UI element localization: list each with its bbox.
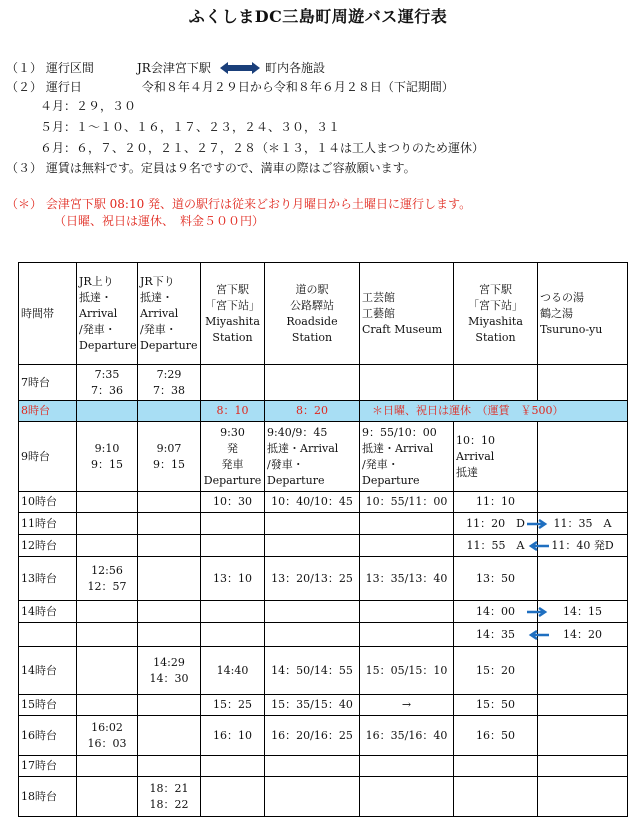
timetable (18, 262, 628, 817)
time-cell: 8時台 (19, 401, 77, 422)
craft-cell: 13：35/13：40 (360, 557, 454, 601)
april-dates: ４月：２９，３０ (40, 99, 137, 113)
roadside-cell: 15：35/15：40 (265, 695, 360, 716)
table-row (19, 695, 628, 716)
double-arrow-icon (220, 62, 260, 74)
arrow-right-icon (527, 607, 549, 617)
tsurunoyu-cell: 14：15 (538, 601, 628, 623)
time-cell: 12時台 (19, 535, 77, 557)
miyashita2-cell: 10：10 Arrival 抵達 (454, 422, 538, 492)
time-cell: 16時台 (19, 716, 77, 756)
arrow-right-icon (527, 519, 549, 529)
route-from: JR会津宮下駅 (137, 61, 211, 75)
craft-cell: 15：05/15：10 (360, 647, 454, 695)
time-cell: 10時台 (19, 492, 77, 513)
jr-down-cell: 18：21 18：22 (138, 777, 201, 817)
sunday-note: ＊日曜、祝日は運休 （運賃 ￥500） (360, 401, 628, 422)
table-row (19, 422, 628, 492)
miyashita2-cell: 11：20 D (454, 513, 538, 535)
route-label: （１） 運行区間 (6, 61, 94, 75)
table-row (19, 716, 628, 756)
special-note: （＊） 会津宮下駅 08:10 発、道の駅行は従来どおり月曜日から土曜日に運行します。 (6, 197, 472, 211)
route-to: 町内各施設 (265, 61, 326, 75)
miyashita2-cell: 15：20 (454, 647, 538, 695)
june-dates: ６月：６，７、２０，２１、２７，２８（＊１３，１４は工人まつりのため運休） (40, 141, 485, 155)
jr-down-cell: 7:29 7：38 (138, 365, 201, 401)
miyashita2-cell: 14：35 (454, 623, 538, 647)
time-cell: 15時台 (19, 695, 77, 716)
miyashita-cell: 15：25 (201, 695, 265, 716)
miyashita2-cell: 16：50 (454, 716, 538, 756)
table-header-row (19, 263, 628, 365)
miyashita-cell: 8：10 (201, 401, 265, 422)
table-row (19, 777, 628, 817)
roadside-cell: 14：50/14：55 (265, 647, 360, 695)
roadside-cell: 9:40/9：45 抵達・Arrival /發車・ Departure (265, 422, 360, 492)
jr-up-cell: 9:10 9：15 (77, 422, 138, 492)
miyashita-cell: 16：10 (201, 716, 265, 756)
miyashita-cell: 9:30 発 発車 Departure (201, 422, 265, 492)
craft-cell: 10：55/11：00 (360, 492, 454, 513)
table-row (19, 535, 628, 557)
time-cell: 18時台 (19, 777, 77, 817)
roadside-cell: 8：20 (265, 401, 360, 422)
tsurunoyu-cell: 11：35 A (538, 513, 628, 535)
header-miyashita-1: 宮下駅 「宮下站」 Miyashita Station (201, 263, 265, 365)
miyashita-cell: 14:40 (201, 647, 265, 695)
header-time: 時間帯 (19, 263, 77, 365)
miyashita2-cell: 14：00 (454, 601, 538, 623)
may-dates: ５月：１～１０、１６，１７、２３，２４、３０，３１ (40, 120, 341, 134)
time-cell: 14時台 (19, 647, 77, 695)
jr-down-cell: 14:29 14：30 (138, 647, 201, 695)
time-cell: 17時台 (19, 756, 77, 777)
craft-cell: 16：35/16：40 (360, 716, 454, 756)
craft-cell: → (360, 695, 454, 716)
fare-note: （３） 運賃は無料です。定員は９名ですので、満車の際はご容赦願います。 (6, 161, 416, 175)
miyashita2-cell: 11：10 (454, 492, 538, 513)
operation-dates: （２） 運行日 令和８年４月２９日から令和８年６月２８日（下記期間） (6, 80, 454, 94)
time-cell: 11時台 (19, 513, 77, 535)
time-cell: 13時台 (19, 557, 77, 601)
time-cell (19, 623, 77, 647)
miyashita-cell: 10：30 (201, 492, 265, 513)
table-row (19, 513, 628, 535)
miyashita2-cell: 13：50 (454, 557, 538, 601)
page-title: ふくしまDC三島町周遊バス運行表 (188, 7, 448, 26)
miyashita2-cell: 11：55 A (454, 535, 538, 557)
miyashita-cell: 13：10 (201, 557, 265, 601)
table-row (19, 492, 628, 513)
roadside-cell: 16：20/16：25 (265, 716, 360, 756)
jr-up-cell: 16:02 16：03 (77, 716, 138, 756)
miyashita2-cell: 15：50 (454, 695, 538, 716)
tsurunoyu-cell: 11：40 発D (538, 535, 628, 557)
table-row (19, 756, 628, 777)
time-cell: 7時台 (19, 365, 77, 401)
arrow-left-icon (527, 630, 549, 640)
header-miyashita-2: 宮下駅 「宮下站」 Miyashita Station (454, 263, 538, 365)
table-row (19, 601, 628, 623)
time-cell: 9時台 (19, 422, 77, 492)
table-row (19, 647, 628, 695)
jr-down-cell: 9:07 9：15 (138, 422, 201, 492)
header-jr-up: JR上り 抵達・ Arrival /発車・ Departure (77, 263, 138, 365)
craft-cell: 9：55/10：00 抵達・Arrival /発車・ Departure (360, 422, 454, 492)
special-note-fare: （日曜、祝日は運休、 料金５００円） (54, 214, 265, 228)
table-row (19, 623, 628, 647)
header-jr-down: JR下り 抵達・ Arrival /発車・ Departure (138, 263, 201, 365)
table-row (19, 365, 628, 401)
roadside-cell: 10：40/10：45 (265, 492, 360, 513)
jr-up-cell: 12:56 12：57 (77, 557, 138, 601)
jr-up-cell: 7:35 7：36 (77, 365, 138, 401)
table-row (19, 557, 628, 601)
header-roadside: 道の駅 公路驛站 Roadside Station (265, 263, 360, 365)
time-cell: 14時台 (19, 601, 77, 623)
table-row-highlight (19, 401, 628, 422)
arrow-left-icon (527, 541, 549, 551)
tsurunoyu-cell: 14：20 (538, 623, 628, 647)
header-craft: 工芸館 工藝館 Craft Museum (360, 263, 454, 365)
header-tsurunoyu: つるの湯 鶴之湯 Tsuruno-yu (538, 263, 628, 365)
roadside-cell: 13：20/13：25 (265, 557, 360, 601)
